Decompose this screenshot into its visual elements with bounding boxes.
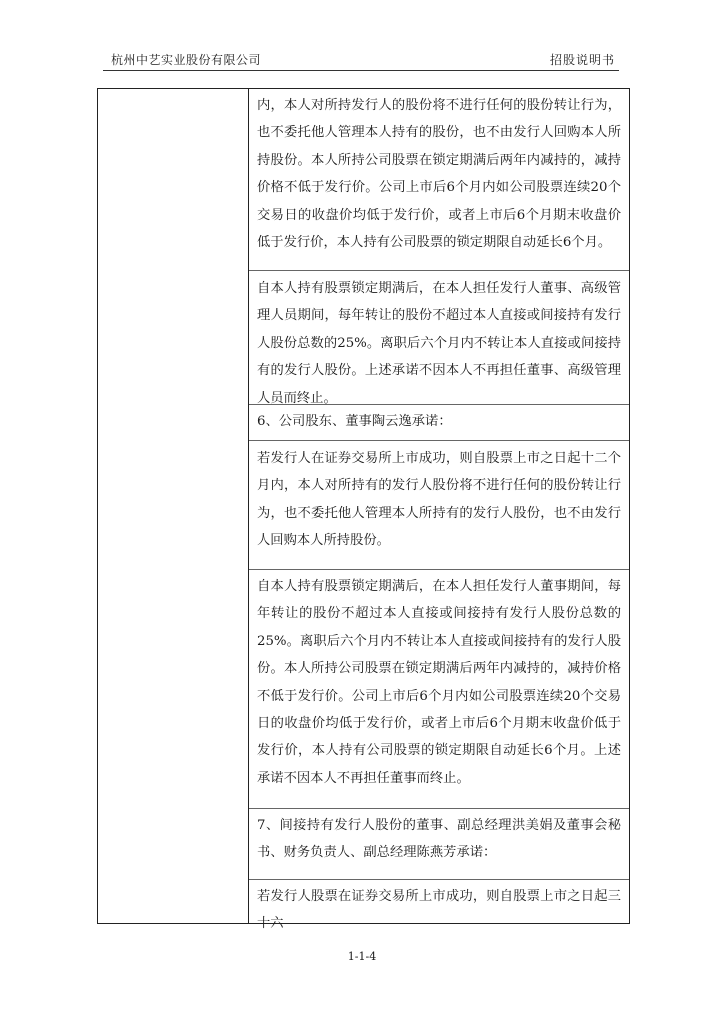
table-cell	[249, 92, 629, 256]
row-divider	[249, 440, 629, 441]
row-divider	[249, 569, 629, 570]
row-divider	[249, 404, 629, 405]
section-heading: 7、间接持有发行人股份的董事、副总经理洪美娟及董事会秘书、财务负责人、副总经理陈燕芳承诺：	[257, 818, 621, 861]
paragraph: 内，本人对所持发行人的股份将不进行任何的股份转让行为，也不委托他人管理本人持有的股份，也不由发行人回购本人所持股份。本人所持公司股票在锁定期满后两年内减持的，减持价格不低于发行价。公司上市后6个月内如公司股票连续20个交易日的收盘价均低于发行价，或者上市后6个月期末收盘价低于发行价，本人持有公司股票的锁定期限自动延长6个月。	[257, 98, 621, 251]
document-type: 招股说明书	[549, 53, 615, 67]
section-heading: 6、公司股东、董事陶云逸承诺：	[257, 414, 452, 429]
paragraph: 若发行人在证券交易所上市成功，则自股票上市之日起十二个月内，本人对所持有的发行人股份将不进行任何的股份转让行为，也不委托他人管理本人所持有的发行人股份，也不由发行人回购本人所持股份。	[257, 451, 621, 549]
paragraph: 自本人持有股票锁定期满后，在本人担任发行人董事、高级管理人员期间，每年转让的股份不超过本人直接或间接持有发行人股份总数的25%。离职后六个月内不转让本人直接或间接持有的发行人股份。上述承诺不因本人不再担任董事、高级管理人员而终止。	[257, 281, 621, 406]
table-cell	[249, 408, 629, 435]
paragraph: 自本人持有股票锁定期满后，在本人担任发行人董事期间，每年转让的股份不超过本人直接或间接持有发行人股份总数的25%。离职后六个月内不转让本人直接或间接持有的发行人股份。本人所持公司股票在锁定期满后两年内减持的，减持价格不低于发行价。公司上市后6个月内如公司股票连续20个交易日的收盘价均低于发行价，或者上市后6个月期末收盘价低于发行价，本人持有公司股票的锁定期限自动延长6个月。上述承诺不因本人不再担任董事而终止。	[257, 579, 621, 786]
row-divider	[249, 879, 629, 880]
page-number: 1-1-4	[347, 950, 377, 963]
paragraph: 若发行人股票在证券交易所上市成功，则自股票上市之日起三十六	[257, 889, 621, 932]
row-divider	[249, 270, 629, 271]
table-cell	[249, 445, 629, 555]
header-rule	[103, 70, 619, 71]
page-header	[103, 48, 619, 70]
row-divider	[249, 808, 629, 809]
table-cell	[249, 573, 629, 792]
table-cell	[249, 275, 629, 412]
table-cell	[249, 883, 629, 938]
table-cell	[249, 812, 629, 867]
commitment-table	[97, 88, 630, 932]
company-name: 杭州中艺实业股份有限公司	[111, 53, 262, 67]
